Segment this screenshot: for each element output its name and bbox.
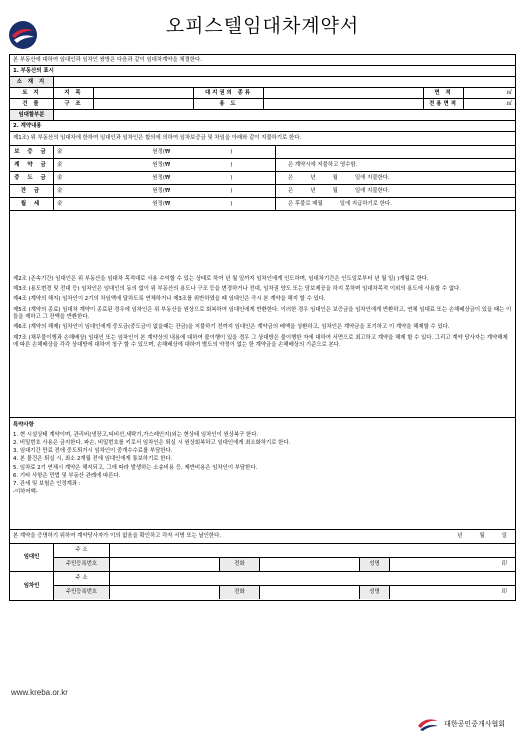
monthly-rent-label: 월 세	[10, 198, 54, 210]
special-item-4: 4. 본 물건은 퇴실 시, 최소 2개월 전에 임대인에게 통보하기로 한다.	[13, 456, 173, 463]
section2-heading: 2. 계약내용	[13, 122, 42, 129]
article-4: 제4조 (계약의 해지) 임차인이 2기의 차임액에 달하도록 연체하거나 제3조를 위반하였을 때 임대인은 즉시 본 계약을 해지 할 수 있다.	[13, 296, 326, 303]
monthly-rent-won: 원정(₩	[152, 200, 171, 207]
deposit-won: 원정(₩	[152, 148, 171, 155]
monthly-rent-amount[interactable]	[54, 198, 276, 210]
landlord-phone-label: 전화	[220, 558, 260, 571]
landlord-id-field[interactable]	[110, 558, 220, 571]
balance-row	[10, 185, 515, 198]
landlord-block	[10, 544, 515, 572]
deposit-amount[interactable]	[54, 146, 276, 158]
middle-payment-prefix: 金	[57, 174, 63, 181]
balance-prefix: 金	[57, 187, 63, 194]
land-right-label: 대지권의 종류	[194, 88, 264, 98]
article-6: 제6조 (계약의 해제) 임차인이 임대인에게 중도금(중도금이 없을때는 잔금)을 지불하기 전까지 임대인은 계약금의 배액을 상환하고, 임차인은 계약금을 포기하고 이 계약을 해제할 수 있다.	[13, 324, 450, 331]
article-7: 제7조 (채무불이행과 손해배상) 임대인 또는 임차인이 본 계약상의 내용에 대하여 불이행이 있을 경우 그 상대방은 불이행한 자에 대하여 서면으로 최고하고 계약을 해제 할 수 있다. 그리고 계약 당사자는 계약해제에 따른 손해배상을 각각 상대방에 대하여 청구 할 수 있으며, 손해배상에 대하여 별도의 약정이 없는 한 계약금을 손해배상의 기준으로 본다.	[13, 334, 508, 348]
down-payment-label: 계 약 금	[10, 159, 54, 171]
deposit-prefix: 金	[57, 148, 63, 155]
special-item-8: -이하여백-	[13, 488, 38, 495]
balance-won: 원정(₩	[152, 187, 171, 194]
special-item-3: 3. 임대기간 만료 전에 중도퇴거시 임차인이 중개수수료를 부담한다.	[13, 448, 173, 455]
deposit-close: )	[230, 148, 233, 155]
monthly-rent-prefix: 金	[57, 200, 63, 207]
deposit-label: 보 증 금	[10, 146, 54, 158]
intro-text: 본 부동산에 대하여 임대인과 임차인 쌍방은 다음과 같이 임대차계약을 체결한다.	[13, 56, 202, 63]
down-payment-amount[interactable]	[54, 159, 276, 171]
contract-form	[9, 54, 516, 601]
area-label: 면 적	[424, 88, 464, 98]
section1-heading: 1. 부동산의 표시	[13, 67, 54, 74]
land-category-label: 지 목	[54, 88, 94, 98]
special-heading: 특약사항	[13, 422, 34, 428]
article-5: 제5조 (계약의 종료) 임대차 계약이 종료된 경우에 임차인은 위 부동산을 원상으로 회복하여 임대인에게 반환한다. 이러한 경우 임대인은 보증금을 임차인에게 반환하고, 연체 임대료 또는 손해배상금이 있을 때는 이들을 제하고 그 잔액을 반환한다.	[13, 306, 512, 320]
special-item-2: 2. 비밀번호 사용은 금지한다. 파손, 비밀번호를 키로서 임차인은 퇴실 시 원상회복하고 임대인에게 최소화하기로 한다.	[13, 440, 291, 447]
down-payment-row	[10, 159, 515, 172]
balance-close: )	[230, 187, 233, 194]
lease-part-value[interactable]	[54, 110, 515, 120]
article-3: 제3조 (용도변경 및 전대 등) 임차인은 임대인의 동의 없이 위 부동산의 용도나 구조 등을 변경하거나 전대, 임차권 양도 또는 담보제공을 하지 못하며 임대차목적 이외의 용도에 사용할 수 없다.	[13, 286, 461, 293]
page-title: 오피스텔임대차계약서	[165, 15, 360, 37]
tenant-id-field[interactable]	[110, 586, 220, 599]
exclusive-area-label: 전용면적	[424, 99, 464, 109]
landlord-seal[interactable]: 印	[501, 561, 507, 568]
article-2: 제2조 (존속기간) 임대인은 위 부동산을 임대차 목적대로 사용 수익할 수 있는 상태로 하여 년 월 일까지 임차인에게 인도하며, 임대차기간은 인도일로부터 년 월 일( )개월로 한다.	[13, 275, 429, 282]
tenant-id-label: 주민등록번호	[54, 586, 110, 599]
deposit-row	[10, 146, 515, 159]
land-right-value[interactable]	[264, 88, 424, 98]
landlord-address-field[interactable]	[110, 544, 515, 557]
balance-amount[interactable]	[54, 185, 276, 197]
middle-payment-close: )	[230, 174, 233, 181]
landlord-address-label: 주 소	[54, 544, 110, 557]
structure-value[interactable]	[94, 99, 194, 109]
tenant-label: 임차인	[10, 572, 54, 600]
balance-note: 은 년 월 일에 지불한다.	[288, 187, 390, 194]
middle-payment-won: 원정(₩	[152, 174, 171, 181]
landlord-phone-field[interactable]	[260, 558, 360, 571]
tenant-address-label: 주 소	[54, 572, 110, 585]
special-item-1: 1. 현 시설상태 계약이며, 관리비(냉장고,티비선,세탁기,가스레인지)외는 현상태 임차인이 원상복구 한다.	[13, 432, 259, 439]
balance-label: 잔 금	[10, 185, 54, 197]
down-payment-won: 원정(₩	[152, 161, 171, 168]
association-footer-logo-icon	[417, 716, 439, 732]
middle-payment-note: 은 년 월 일에 지불한다.	[288, 174, 390, 181]
land-category-value[interactable]	[94, 88, 194, 98]
landlord-name-label: 성명	[360, 558, 390, 571]
tenant-seal[interactable]: 印	[501, 589, 507, 596]
closing-date: 년 월 일	[457, 533, 507, 540]
middle-payment-row	[10, 172, 515, 185]
down-payment-prefix: 金	[57, 161, 63, 168]
tenant-phone-field[interactable]	[260, 586, 360, 599]
tenant-phone-label: 전화	[220, 586, 260, 599]
association-name: 대한공인중개사협회	[444, 719, 505, 728]
usage-label: 용 도	[194, 99, 264, 109]
monthly-rent-close: )	[230, 200, 233, 207]
building-label: 건 물	[10, 99, 54, 109]
usage-value[interactable]	[264, 99, 424, 109]
area-unit: ㎡	[506, 89, 512, 96]
down-payment-close: )	[230, 161, 233, 168]
land-label: 토 지	[10, 88, 54, 98]
deposit-note	[276, 146, 515, 158]
middle-payment-label: 중 도 금	[10, 172, 54, 184]
middle-payment-amount[interactable]	[54, 172, 276, 184]
tenant-name-label: 성명	[360, 586, 390, 599]
special-item-6: 6. 기타 사항은 민법 및 부동산 관례에 따른다.	[13, 472, 121, 479]
structure-label: 구 조	[54, 99, 94, 109]
monthly-rent-note: 은 후불로 매월 일에 지급하기로 한다.	[288, 200, 392, 207]
location-value[interactable]	[54, 77, 515, 87]
tenant-block	[10, 572, 515, 600]
special-item-5: 5. 임차료 2기 연체시 계약은 해지되고, 그에 따라 발생하는 소송비용 등, 제반비용은 임차인이 부담한다.	[13, 464, 258, 471]
closing-text: 본 계약을 증명하기 위하여 계약당사자가 이의 없음을 확인하고 각자 서명 또는 날인한다.	[13, 533, 222, 540]
landlord-id-label: 주민등록번호	[54, 558, 110, 571]
lease-part-label: 임대할부분	[10, 110, 54, 120]
special-item-7: 7. 관세 및 보험은 인정계좌 :	[13, 480, 81, 487]
clause1-text: 제1조) 위 부동산의 임대차에 한하여 임대인과 임차인은 합의에 의하여 임차보증금 및 차임을 아래와 같이 지불하기로 한다.	[13, 135, 302, 142]
website-link[interactable]: www.kreba.or.kr	[11, 688, 68, 697]
exclusive-area-unit: ㎡	[506, 100, 512, 107]
location-label: 소 재 지	[10, 77, 54, 87]
down-payment-note: 은 계약시에 지불하고 영수함.	[288, 161, 358, 168]
landlord-label: 임대인	[10, 544, 54, 571]
association-footer	[417, 716, 505, 732]
tenant-address-field[interactable]	[110, 572, 515, 585]
monthly-rent-row	[10, 198, 515, 211]
